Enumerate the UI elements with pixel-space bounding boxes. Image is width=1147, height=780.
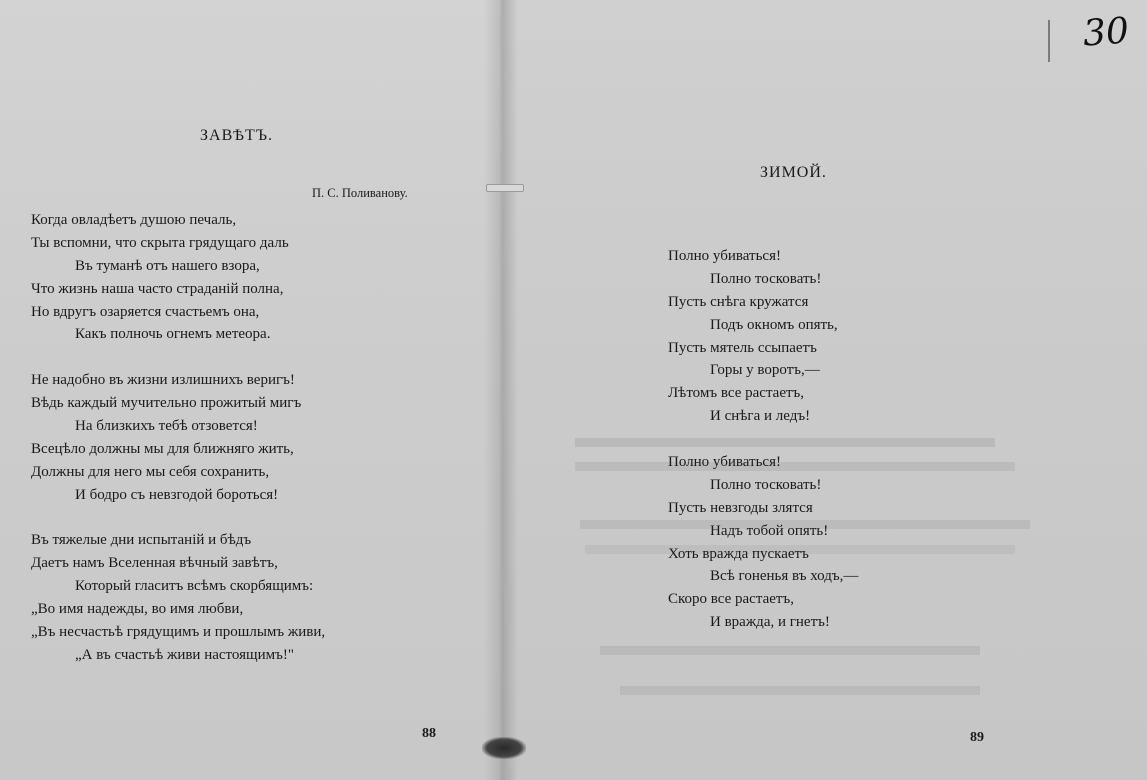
poem-line: Вѣдь каждый мучительно прожитый мигъ — [31, 395, 302, 412]
poem-line: „А въ счастьѣ живи настоящимъ!" — [75, 646, 294, 663]
poem-line: „Во имя надежды, во имя любви, — [31, 601, 244, 618]
poem-line: Полно тосковать! — [710, 270, 822, 287]
poem-line: Скоро все растаетъ, — [668, 591, 794, 608]
poem-line: Ты вспомни, что скрыта грядущаго даль — [31, 234, 289, 251]
poem-line: „Въ несчастьѣ грядущимъ и прошлымъ живи, — [31, 624, 326, 641]
poem-line: Что жизнь наша часто страданій полна, — [31, 280, 284, 297]
left-poem-body — [31, 209, 325, 667]
stanza-break — [31, 346, 325, 369]
poem-line: Всецѣло должны мы для ближняго жить, — [31, 440, 294, 457]
bleed-through-shadow — [600, 646, 980, 656]
stanza-break — [668, 428, 858, 451]
book-gutter — [484, 0, 518, 780]
poem-line: Всѣ гоненья въ ходъ,— — [710, 568, 859, 585]
poem-line: Полно убиваться! — [668, 248, 781, 264]
poem-line: Пусть невзгоды злятся — [668, 499, 813, 516]
poem-line: Не надобно въ жизни излишнихъ веригъ! — [31, 372, 295, 389]
left-poem-title: ЗАВѢТЪ. — [200, 127, 274, 144]
poem-line: Горы у воротъ,— — [710, 362, 820, 379]
poem-line: Полно убиваться! — [668, 454, 781, 471]
poem-line: Подъ окномъ опять, — [710, 316, 838, 333]
poem-line: Въ туманѣ отъ нашего взора, — [75, 257, 260, 274]
right-page-number: 89 — [970, 730, 984, 745]
poem-line: На близкихъ тебѣ отзовется! — [75, 418, 258, 435]
poem-line: Какъ полночь огнемъ метеора. — [75, 326, 271, 343]
poem-dedication: П. С. Поливанову. — [312, 186, 408, 200]
poem-line: Пусть мятель ссыпаетъ — [668, 339, 817, 356]
poem-line: Полно тосковать! — [710, 476, 822, 493]
poem-line: Но вдругъ озаряется счастьемъ она, — [31, 303, 260, 320]
poem-line: Хоть вражда пускаетъ — [668, 545, 809, 562]
poem-line: И бодро съ невзгодой бороться! — [75, 486, 279, 503]
stanza-break — [31, 507, 325, 530]
poem-line: Должны для него мы себя сохранить, — [31, 463, 270, 480]
archive-stamp-mark — [1048, 20, 1082, 62]
poem-line: Когда овладѣетъ душою печаль, — [31, 212, 237, 228]
left-page-number: 88 — [422, 726, 436, 741]
right-poem-body — [668, 245, 858, 634]
poem-line: И снѣга и ледъ! — [710, 408, 811, 425]
poem-line: Который гласитъ всѣмъ скорбящимъ: — [75, 578, 314, 595]
handwritten-folio-number: 30 — [1081, 10, 1131, 55]
poem-line: Въ тяжелые дни испытаній и бѣдъ — [31, 532, 252, 549]
poem-line: Даетъ намъ Вселенная вѣчный завѣтъ, — [31, 555, 278, 572]
poem-line: И вражда, и гнетъ! — [710, 614, 830, 631]
poem-line: Надъ тобой опять! — [710, 522, 829, 539]
poem-line: Пусть снѣга кружатся — [668, 293, 809, 310]
bleed-through-shadow — [620, 686, 980, 696]
right-poem-title: ЗИМОЙ. — [760, 164, 827, 181]
binding-stain — [482, 737, 526, 759]
binding-clip-mark — [486, 184, 524, 192]
poem-line: Лѣтомъ все растаетъ, — [668, 385, 805, 402]
